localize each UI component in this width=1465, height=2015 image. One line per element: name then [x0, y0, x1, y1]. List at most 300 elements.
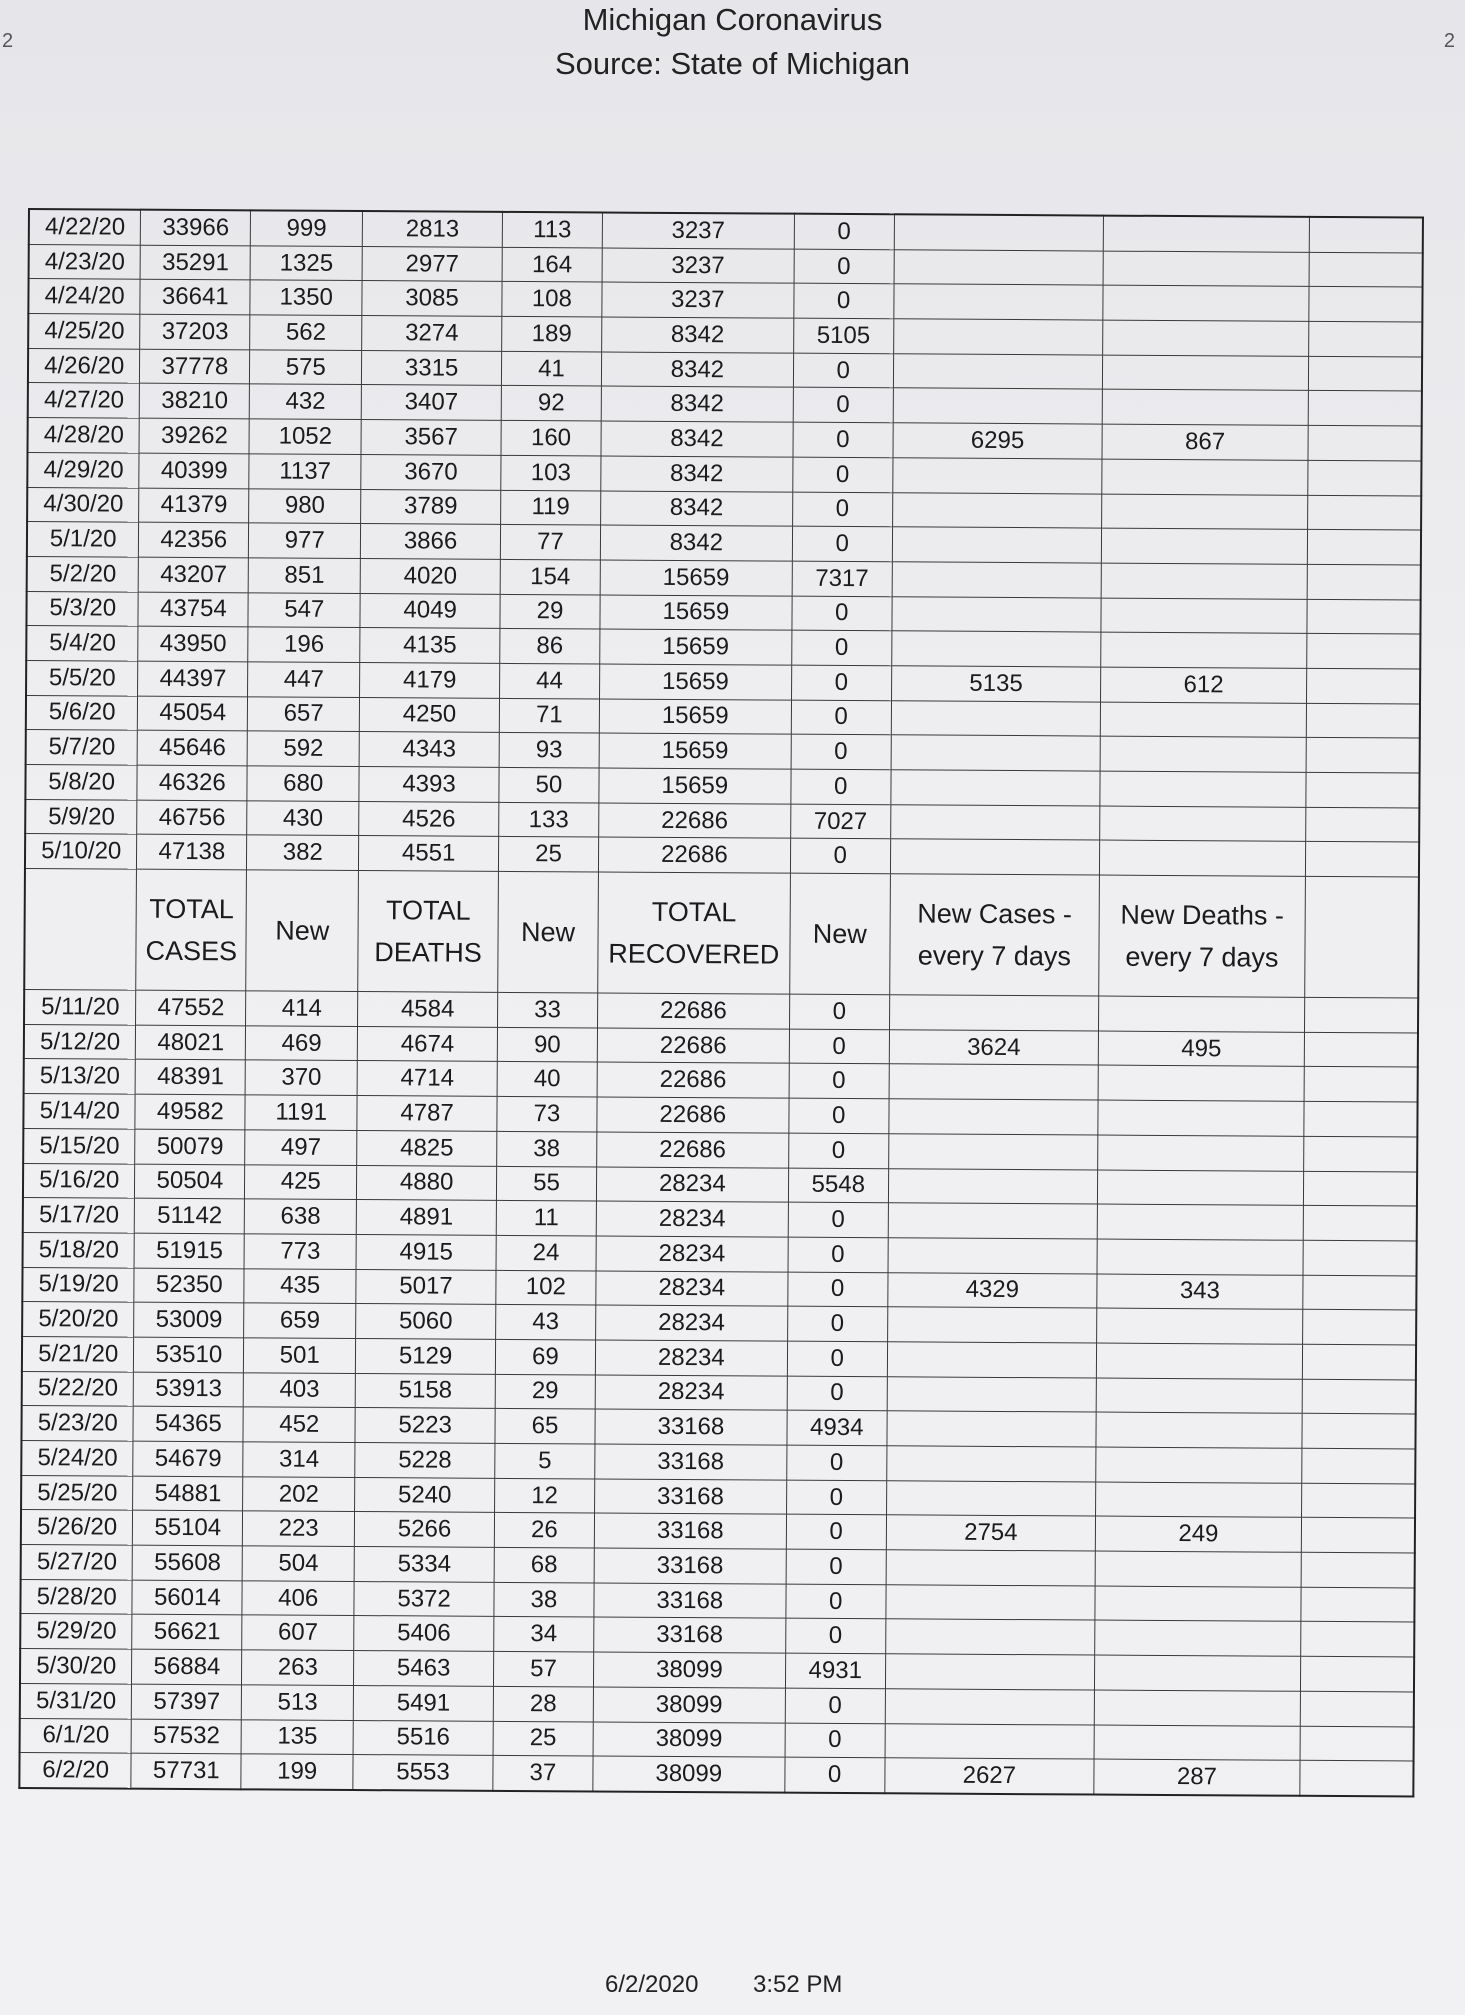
cell-new-deaths: 68 [494, 1547, 594, 1582]
cell-new-deaths-7-days [1096, 1482, 1302, 1518]
cell-new-recovered: 0 [793, 353, 893, 388]
cell-total-recovered: 33168 [595, 1444, 787, 1480]
cell-total-cases: 54365 [133, 1406, 243, 1441]
cell-new-recovered: 0 [787, 1306, 887, 1341]
cell-blank [1303, 1205, 1417, 1240]
cell-new-deaths-7-days [1099, 996, 1305, 1032]
cell-blank [1305, 807, 1419, 842]
cell-new-deaths: 29 [495, 1374, 595, 1409]
cell-new-deaths-7-days [1094, 1725, 1300, 1761]
cell-blank [1308, 391, 1422, 426]
cell-total-deaths: 3670 [361, 454, 501, 490]
cell-blank [1304, 997, 1418, 1032]
cell-new-deaths: 38 [494, 1582, 594, 1617]
cell-total-deaths: 5228 [355, 1443, 495, 1479]
cell-total-deaths: 3866 [361, 524, 501, 560]
cell-new-cases-7-days: 2627 [884, 1758, 1094, 1794]
cell-total-recovered: 28234 [596, 1271, 788, 1307]
cell-new-deaths-7-days [1100, 702, 1306, 738]
cell-date: 5/14/20 [23, 1094, 135, 1129]
cell-total-cases: 43950 [138, 626, 248, 661]
cell-new-recovered: 0 [787, 1341, 887, 1376]
cell-new-deaths-7-days [1095, 1551, 1301, 1587]
cell-new-recovered: 0 [787, 1376, 887, 1411]
cell-date: 5/28/20 [20, 1579, 132, 1614]
table-row [19, 1753, 1413, 1797]
cell-new-cases-7-days [892, 527, 1102, 563]
cell-total-deaths: 2813 [362, 211, 502, 247]
cell-blank [1306, 668, 1420, 703]
cell-new-recovered: 0 [792, 630, 892, 665]
cell-new-cases-7-days [893, 354, 1103, 390]
cell-blank [1300, 1691, 1414, 1726]
cell-new-recovered: 0 [785, 1723, 885, 1758]
cell-total-deaths: 4020 [360, 558, 500, 594]
cell-total-deaths: 4714 [357, 1061, 497, 1097]
cell-new-deaths: 43 [496, 1305, 596, 1340]
cell-new-cases-7-days [894, 249, 1104, 285]
cell-total-deaths: 5406 [354, 1616, 494, 1652]
cell-total-deaths: 5266 [354, 1512, 494, 1548]
cell-new-cases: 1052 [249, 419, 361, 454]
cell-total-cases: 47552 [136, 990, 246, 1025]
cell-date: 5/21/20 [22, 1336, 134, 1371]
cell-date: 5/26/20 [21, 1510, 133, 1545]
cell-new-deaths-7-days [1095, 1620, 1301, 1656]
cell-date: 5/31/20 [20, 1683, 132, 1718]
header-total-deaths: TOTAL DEATHS [358, 871, 499, 993]
cell-total-cases: 55608 [133, 1545, 243, 1580]
cell-new-deaths: 164 [502, 247, 602, 282]
cell-new-deaths: 86 [500, 629, 600, 664]
cell-new-deaths: 92 [501, 386, 601, 421]
cell-new-cases: 314 [243, 1442, 355, 1477]
cell-new-deaths-7-days [1103, 216, 1309, 252]
cell-new-deaths-7-days [1100, 840, 1306, 876]
cell-blank [1306, 703, 1420, 738]
cell-blank [1301, 1552, 1415, 1587]
cell-total-deaths: 4880 [357, 1165, 497, 1201]
cell-total-deaths: 4915 [356, 1234, 496, 1270]
cell-blank [1303, 1171, 1417, 1206]
cell-new-cases-7-days [886, 1480, 1096, 1516]
cell-total-recovered: 28234 [595, 1305, 787, 1341]
cell-date: 4/24/20 [28, 279, 140, 314]
cell-new-deaths-7-days [1103, 320, 1309, 356]
cell-new-cases: 202 [243, 1477, 355, 1512]
cell-new-deaths-7-days [1095, 1655, 1301, 1691]
cell-total-deaths: 4393 [359, 767, 499, 803]
cell-blank [1302, 1379, 1416, 1414]
cell-new-cases-7-days [890, 839, 1100, 875]
cell-new-recovered: 0 [788, 1237, 888, 1272]
cell-total-recovered: 8342 [601, 456, 793, 492]
cell-total-cases: 55104 [133, 1511, 243, 1546]
cell-new-deaths: 71 [499, 698, 599, 733]
cell-total-cases: 46756 [137, 800, 247, 835]
cell-new-cases: 1137 [249, 454, 361, 489]
header-blank [1304, 876, 1418, 998]
cell-new-deaths: 29 [500, 594, 600, 629]
cell-total-deaths: 3085 [362, 281, 502, 317]
cell-total-cases: 46326 [137, 765, 247, 800]
cell-new-deaths-7-days [1103, 355, 1309, 391]
cell-new-recovered: 0 [785, 1619, 885, 1654]
cell-new-recovered: 5548 [788, 1168, 888, 1203]
cell-total-cases: 47138 [137, 835, 247, 870]
cell-new-cases: 851 [248, 558, 360, 593]
cell-new-recovered: 0 [791, 665, 891, 700]
cell-total-deaths: 4250 [359, 697, 499, 733]
header-new-deaths-7-days: New Deaths - every 7 days [1099, 875, 1305, 997]
cell-new-deaths-7-days [1097, 1308, 1303, 1344]
cell-date: 5/25/20 [21, 1475, 133, 1510]
cell-new-cases: 501 [244, 1338, 356, 1373]
cell-total-recovered: 8342 [600, 491, 792, 527]
cell-total-recovered: 15659 [599, 768, 791, 804]
cell-new-cases-7-days [886, 1550, 1096, 1586]
cell-new-cases: 414 [246, 991, 358, 1026]
cell-total-deaths: 5129 [356, 1338, 496, 1374]
cell-new-cases: 980 [249, 488, 361, 523]
cell-total-cases: 57731 [131, 1753, 241, 1789]
cell-new-deaths-7-days [1098, 1065, 1304, 1101]
page-subtitle: Source: State of Michigan [555, 46, 910, 81]
cell-new-cases: 382 [247, 835, 359, 870]
cell-total-deaths: 5372 [354, 1581, 494, 1617]
cell-total-deaths: 5463 [354, 1651, 494, 1687]
cell-new-recovered: 0 [793, 457, 893, 492]
cell-total-cases: 39262 [139, 418, 249, 453]
table-header [24, 869, 1419, 999]
cell-total-cases: 56014 [132, 1580, 242, 1615]
cell-new-cases-7-days [887, 1411, 1097, 1447]
cell-total-recovered: 28234 [595, 1375, 787, 1411]
cell-new-deaths: 55 [496, 1166, 596, 1201]
cell-new-recovered: 0 [786, 1584, 886, 1619]
cell-blank [1307, 495, 1421, 530]
cell-new-cases-7-days [888, 1134, 1098, 1170]
cell-total-deaths: 3567 [361, 420, 501, 456]
cell-new-recovered: 0 [794, 214, 894, 250]
cell-new-deaths-7-days [1096, 1412, 1302, 1448]
cell-new-cases-7-days [886, 1585, 1096, 1621]
cell-new-cases: 1191 [245, 1095, 357, 1130]
cell-new-deaths-7-days [1101, 563, 1307, 599]
cell-new-deaths-7-days [1096, 1447, 1302, 1483]
cell-total-deaths: 5334 [354, 1547, 494, 1583]
cell-new-deaths: 41 [501, 351, 601, 386]
header-new-cases: New [246, 870, 359, 992]
cell-new-deaths: 133 [499, 802, 599, 837]
page-number-right: 2 [1443, 30, 1455, 52]
cell-total-deaths: 4787 [357, 1096, 497, 1132]
cell-blank [1308, 425, 1422, 460]
cell-new-cases-7-days [887, 1376, 1097, 1412]
cell-new-cases: 513 [242, 1685, 354, 1720]
cell-total-deaths: 4551 [359, 836, 499, 872]
cell-date: 5/10/20 [25, 834, 137, 869]
cell-new-deaths: 65 [495, 1409, 595, 1444]
cell-new-recovered: 0 [788, 1202, 888, 1237]
cell-total-cases: 37778 [140, 349, 250, 384]
cell-new-cases-7-days [892, 492, 1102, 528]
cell-new-cases-7-days [893, 319, 1103, 355]
cell-new-cases: 469 [246, 1026, 358, 1061]
cell-new-cases: 435 [244, 1268, 356, 1303]
cell-total-recovered: 33168 [594, 1479, 786, 1515]
header-total-cases: TOTAL CASES [136, 869, 247, 991]
cell-total-recovered: 22686 [597, 1062, 789, 1098]
cell-new-cases: 135 [241, 1719, 353, 1754]
cell-new-deaths: 189 [502, 316, 602, 351]
cell-new-deaths: 28 [493, 1686, 593, 1721]
cell-total-deaths: 4343 [359, 732, 499, 768]
cell-new-cases: 592 [247, 731, 359, 766]
cell-new-recovered: 0 [786, 1549, 886, 1584]
cell-new-recovered: 0 [793, 422, 893, 457]
cell-new-deaths: 154 [500, 559, 600, 594]
cell-new-cases: 773 [244, 1234, 356, 1269]
cell-new-cases-7-days [891, 700, 1101, 736]
cell-new-deaths-7-days [1100, 806, 1306, 842]
cell-total-recovered: 38099 [593, 1687, 785, 1723]
cell-blank [1300, 1656, 1414, 1691]
cell-new-deaths: 113 [502, 212, 602, 248]
cell-blank [1308, 321, 1422, 356]
cell-total-recovered: 8342 [601, 352, 793, 388]
cell-total-recovered: 22686 [599, 803, 791, 839]
table-body-top [25, 209, 1423, 877]
cell-date: 5/3/20 [26, 591, 138, 626]
cell-total-cases: 38210 [140, 384, 250, 419]
cell-date: 4/29/20 [27, 452, 139, 487]
cell-new-deaths-7-days [1095, 1586, 1301, 1622]
cell-date: 5/30/20 [20, 1649, 132, 1684]
cell-new-cases-7-days: 5135 [891, 666, 1101, 702]
cell-total-recovered: 22686 [597, 1097, 789, 1133]
cell-blank [1303, 1136, 1417, 1171]
header-row [24, 869, 1419, 999]
cell-total-deaths: 4584 [358, 992, 498, 1028]
cell-total-deaths: 2977 [362, 246, 502, 282]
cell-total-recovered: 15659 [600, 595, 792, 631]
cell-date: 6/2/20 [19, 1753, 131, 1789]
cell-new-recovered: 0 [789, 1098, 889, 1133]
cell-total-recovered: 38099 [593, 1721, 785, 1757]
cell-new-deaths: 119 [501, 490, 601, 525]
cell-total-recovered: 33168 [594, 1583, 786, 1619]
cell-blank [1301, 1518, 1415, 1553]
cell-new-cases: 999 [251, 210, 363, 246]
cell-total-deaths: 4674 [357, 1026, 497, 1062]
cell-total-cases: 37203 [140, 314, 250, 349]
cell-new-deaths-7-days [1103, 251, 1309, 287]
cell-new-deaths: 69 [495, 1339, 595, 1374]
cell-date: 5/29/20 [20, 1614, 132, 1649]
cell-new-deaths-7-days [1097, 1239, 1303, 1275]
cell-total-deaths: 5017 [356, 1269, 496, 1305]
cell-new-cases: 370 [245, 1060, 357, 1095]
cell-new-deaths-7-days [1094, 1690, 1300, 1726]
cell-new-deaths: 5 [495, 1443, 595, 1478]
cell-new-cases-7-days [887, 1342, 1097, 1378]
cell-new-recovered: 7027 [790, 804, 890, 839]
cell-new-deaths-7-days [1102, 459, 1308, 495]
cell-date: 5/9/20 [25, 799, 137, 834]
cell-total-cases: 45646 [137, 730, 247, 765]
cell-total-recovered: 8342 [601, 386, 793, 422]
cell-total-cases: 43754 [138, 592, 248, 627]
cell-new-cases-7-days [890, 804, 1100, 840]
cell-date: 5/22/20 [22, 1371, 134, 1406]
cell-total-deaths: 4526 [359, 801, 499, 837]
cell-blank [1302, 1448, 1416, 1483]
cell-new-recovered: 0 [791, 700, 891, 735]
cell-new-cases: 562 [250, 315, 362, 350]
cell-new-deaths-7-days [1102, 390, 1308, 426]
cell-new-deaths: 37 [493, 1756, 593, 1792]
cell-total-cases: 43207 [139, 557, 249, 592]
cell-total-cases: 45054 [138, 696, 248, 731]
cell-blank [1302, 1414, 1416, 1449]
cell-total-cases: 57532 [131, 1719, 241, 1754]
cell-total-recovered: 38099 [593, 1652, 785, 1688]
cell-new-deaths: 50 [499, 767, 599, 802]
cell-new-cases-7-days [892, 562, 1102, 598]
cell-new-cases: 432 [250, 384, 362, 419]
cell-new-recovered: 0 [792, 526, 892, 561]
cell-date: 5/4/20 [26, 626, 138, 661]
cell-date: 5/16/20 [23, 1163, 135, 1198]
cell-new-cases-7-days [891, 735, 1101, 771]
cell-blank [1306, 738, 1420, 773]
cell-new-cases-7-days [889, 995, 1099, 1031]
cell-new-cases-7-days [891, 770, 1101, 806]
cell-total-cases: 35291 [140, 245, 250, 280]
cell-blank [1300, 1760, 1414, 1796]
cell-new-recovered: 0 [785, 1688, 885, 1723]
cell-total-cases: 44397 [138, 661, 248, 696]
cell-new-cases-7-days [889, 1099, 1099, 1135]
cell-new-deaths-7-days [1096, 1378, 1302, 1414]
cell-blank [1301, 1483, 1415, 1518]
cell-date: 5/19/20 [22, 1267, 134, 1302]
cell-total-cases: 50079 [135, 1129, 245, 1164]
cell-new-cases: 607 [242, 1615, 354, 1650]
cell-new-deaths: 77 [500, 525, 600, 560]
cell-total-cases: 56884 [132, 1649, 242, 1684]
cell-date: 5/5/20 [26, 660, 138, 695]
cell-total-deaths: 3407 [361, 385, 501, 421]
cell-new-cases-7-days: 4329 [887, 1272, 1097, 1308]
cell-new-deaths: 11 [496, 1201, 596, 1236]
cell-new-deaths: 26 [494, 1513, 594, 1548]
cell-new-recovered: 0 [788, 1133, 888, 1168]
cell-new-cases: 447 [248, 662, 360, 697]
cell-total-recovered: 28234 [595, 1340, 787, 1376]
cell-blank [1307, 599, 1421, 634]
cell-date: 4/23/20 [29, 244, 141, 279]
cell-blank [1306, 772, 1420, 807]
cell-total-cases: 56621 [132, 1615, 242, 1650]
cell-new-cases-7-days: 2754 [886, 1515, 1096, 1551]
cell-date: 4/25/20 [28, 314, 140, 349]
cell-new-recovered: 0 [794, 284, 894, 319]
cell-total-recovered: 33168 [594, 1513, 786, 1549]
cell-blank [1302, 1344, 1416, 1379]
cell-date: 4/22/20 [29, 209, 141, 245]
cell-blank [1304, 1032, 1418, 1067]
cell-new-recovered: 7317 [792, 561, 892, 596]
cell-new-cases: 638 [245, 1199, 357, 1234]
cell-total-recovered: 28234 [596, 1201, 788, 1237]
cell-total-cases: 40399 [139, 453, 249, 488]
cell-new-deaths: 38 [497, 1131, 597, 1166]
cell-new-recovered: 0 [785, 1757, 885, 1793]
cell-blank [1309, 287, 1423, 322]
cell-new-cases-7-days [888, 1238, 1098, 1274]
cell-new-cases-7-days [887, 1307, 1097, 1343]
cell-total-recovered: 3237 [602, 248, 794, 284]
cell-new-deaths: 90 [497, 1027, 597, 1062]
cell-total-cases: 33966 [141, 210, 251, 246]
cell-new-recovered: 0 [794, 249, 894, 284]
cell-total-recovered: 22686 [598, 837, 790, 873]
cell-new-cases: 263 [242, 1650, 354, 1685]
cell-new-cases: 406 [242, 1581, 354, 1616]
cell-new-cases: 657 [248, 696, 360, 731]
cell-new-deaths: 24 [496, 1235, 596, 1270]
cell-total-deaths: 3789 [361, 489, 501, 525]
cell-new-deaths-7-days [1102, 494, 1308, 530]
cell-new-cases-7-days [894, 214, 1104, 250]
cell-new-cases: 1325 [250, 246, 362, 281]
header-new-deaths: New [498, 871, 599, 993]
cell-total-recovered: 22686 [597, 993, 789, 1029]
cell-total-cases: 52350 [134, 1268, 244, 1303]
cell-blank [1301, 1587, 1415, 1622]
cell-date: 4/28/20 [28, 418, 140, 453]
cell-total-cases: 51142 [135, 1198, 245, 1233]
cell-new-deaths: 40 [497, 1062, 597, 1097]
print-time: 3:52 PM [753, 1971, 843, 1998]
cell-new-cases-7-days [892, 596, 1102, 632]
cell-blank [1304, 1101, 1418, 1136]
cell-new-deaths-7-days [1100, 771, 1306, 807]
cell-blank [1307, 564, 1421, 599]
cell-total-recovered: 28234 [596, 1166, 788, 1202]
cell-total-recovered: 15659 [599, 699, 791, 735]
cell-blank [1303, 1275, 1417, 1310]
cell-new-cases: 403 [244, 1372, 356, 1407]
cell-new-cases-7-days [891, 631, 1101, 667]
cell-new-cases-7-days [888, 1168, 1098, 1204]
cell-total-deaths: 5516 [353, 1720, 493, 1756]
cell-new-recovered: 0 [789, 994, 889, 1029]
cell-new-cases: 430 [247, 801, 359, 836]
cell-new-cases-7-days: 3624 [889, 1030, 1099, 1066]
cell-total-cases: 51915 [134, 1233, 244, 1268]
cell-new-cases: 452 [243, 1407, 355, 1442]
cell-total-deaths: 4049 [360, 593, 500, 629]
cell-new-recovered: 4934 [787, 1410, 887, 1445]
cell-total-deaths: 3274 [362, 316, 502, 352]
cell-new-recovered: 0 [791, 734, 891, 769]
cell-total-cases: 49582 [135, 1094, 245, 1129]
cell-new-deaths-7-days: 867 [1102, 424, 1308, 460]
cell-new-deaths: 33 [498, 992, 598, 1027]
